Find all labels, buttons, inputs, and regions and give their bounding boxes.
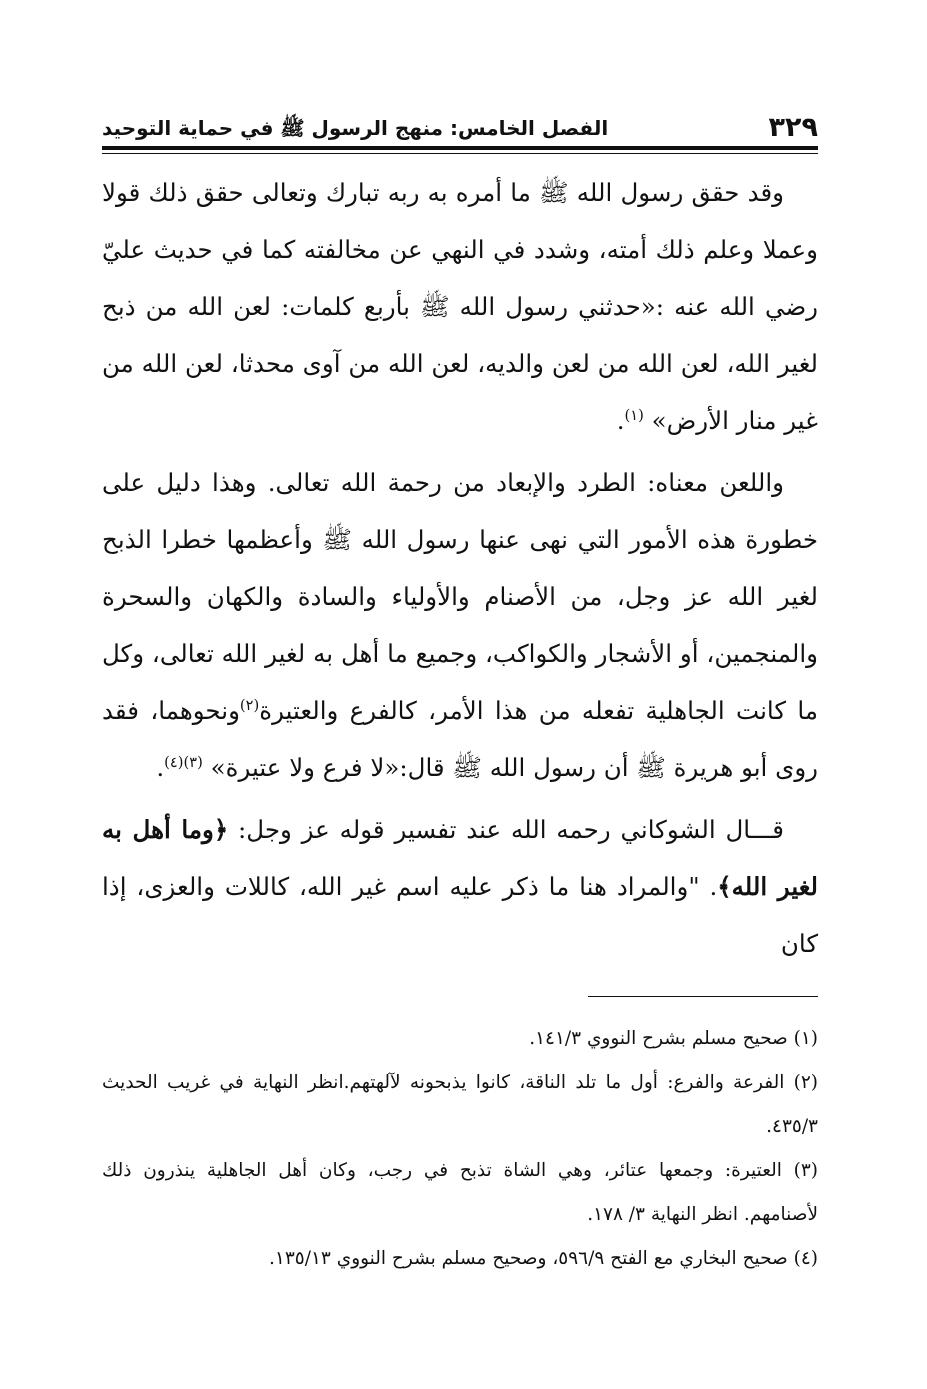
footnote-ref-2: (٢) [239,696,260,714]
footnote-3: (٣) العتيرة: وجمعها عتائر، وهي الشاة تذبح في رجب، وكان أهل الجاهلية ينذرون ذلك لأصنامهم. انظر النهاية ٣/ ١٧٨. [102,1160,818,1225]
footnote-1: (١) صحيح مسلم بشرح النووي ١٤١/٣. [529,1028,818,1049]
page-number: ٣٢٩ [768,112,818,143]
main-text [102,164,818,972]
paragraph-2-text-a: واللعن معناه: الطرد والإبعاد من رحمة الله تعالى. وهذا دليل على خطورة هذه الأمور التي نهى عنها رسول الله ﷺ وأعظمها خطرا الذبح لغير الله عز وجل، من الأصنام والأولياء والسادة والكهان والسحرة والمنجمين، أو الأشجار والكواكب، وجميع ما أهل به لغير الله تعالى، وكل ما كانت الجاهلية تفعله من هذا الأمر، كالفرع والعتيرة [102,468,819,725]
footnote-4: (٤) صحيح البخاري مع الفتح ٥٩٦/٩، وصحيح مسلم بشرح النووي ١٣٥/١٣. [269,1248,818,1269]
header-rule-thin [102,153,818,154]
paragraph-2 [102,454,818,796]
page-header [102,112,818,144]
paragraph-2-text-b: ونحوهما، فقد روى أبو هريرة ﷺ أن رسول الله ﷺ قال:«لا فرع ولا عتيرة» [102,696,818,782]
footnote-2: (٢) الفرعة والفرع: أول ما تلد الناقة، كانوا يذبحونه لآلهتهم.انظر النهاية في غريب الحديث ٤٣٥/٣. [102,1072,818,1137]
footnote-ref-3-4: (٣)(٤) [164,753,203,771]
paragraph-1-end: . [616,406,625,435]
paragraph-3-text-a: قـــال الشوكاني رحمه الله عند تفسير قوله عز وجل: [238,815,784,844]
paragraph-3-text-b: . "والمراد هنا ما ذكر عليه اسم غير الله، كاللات والعزى، إذا كان [102,872,818,958]
paragraph-2-end: . [156,753,165,782]
header-rule-thick [102,146,818,150]
footnote-ref-1: (١) [624,406,644,424]
footnote-separator [588,996,818,997]
quran-verse: ﴿وما أهل به لغير الله﴾ [102,815,818,901]
paragraph-3 [102,801,818,972]
running-title: الفصل الخامس: منهج الرسول ﷺ في حماية التوحيد [102,116,609,140]
paragraph-1-text: وقد حقق رسول الله ﷺ ما أمره به ربه تبارك وتعالى حقق ذلك قولا وعملا وعلم ذلك أمته، وشدد في النهي عن مخالفته كما في حديث عليّ رضي الله عنه :«حدثني رسول الله ﷺ بأربع كلمات: لعن الله من ذبح لغير الله، لعن الله من لعن والديه، لعن الله من آوى محدثا، لعن الله من غير منار الأرض» [102,178,818,435]
footnotes [102,1017,818,1281]
paragraph-1 [102,164,818,449]
